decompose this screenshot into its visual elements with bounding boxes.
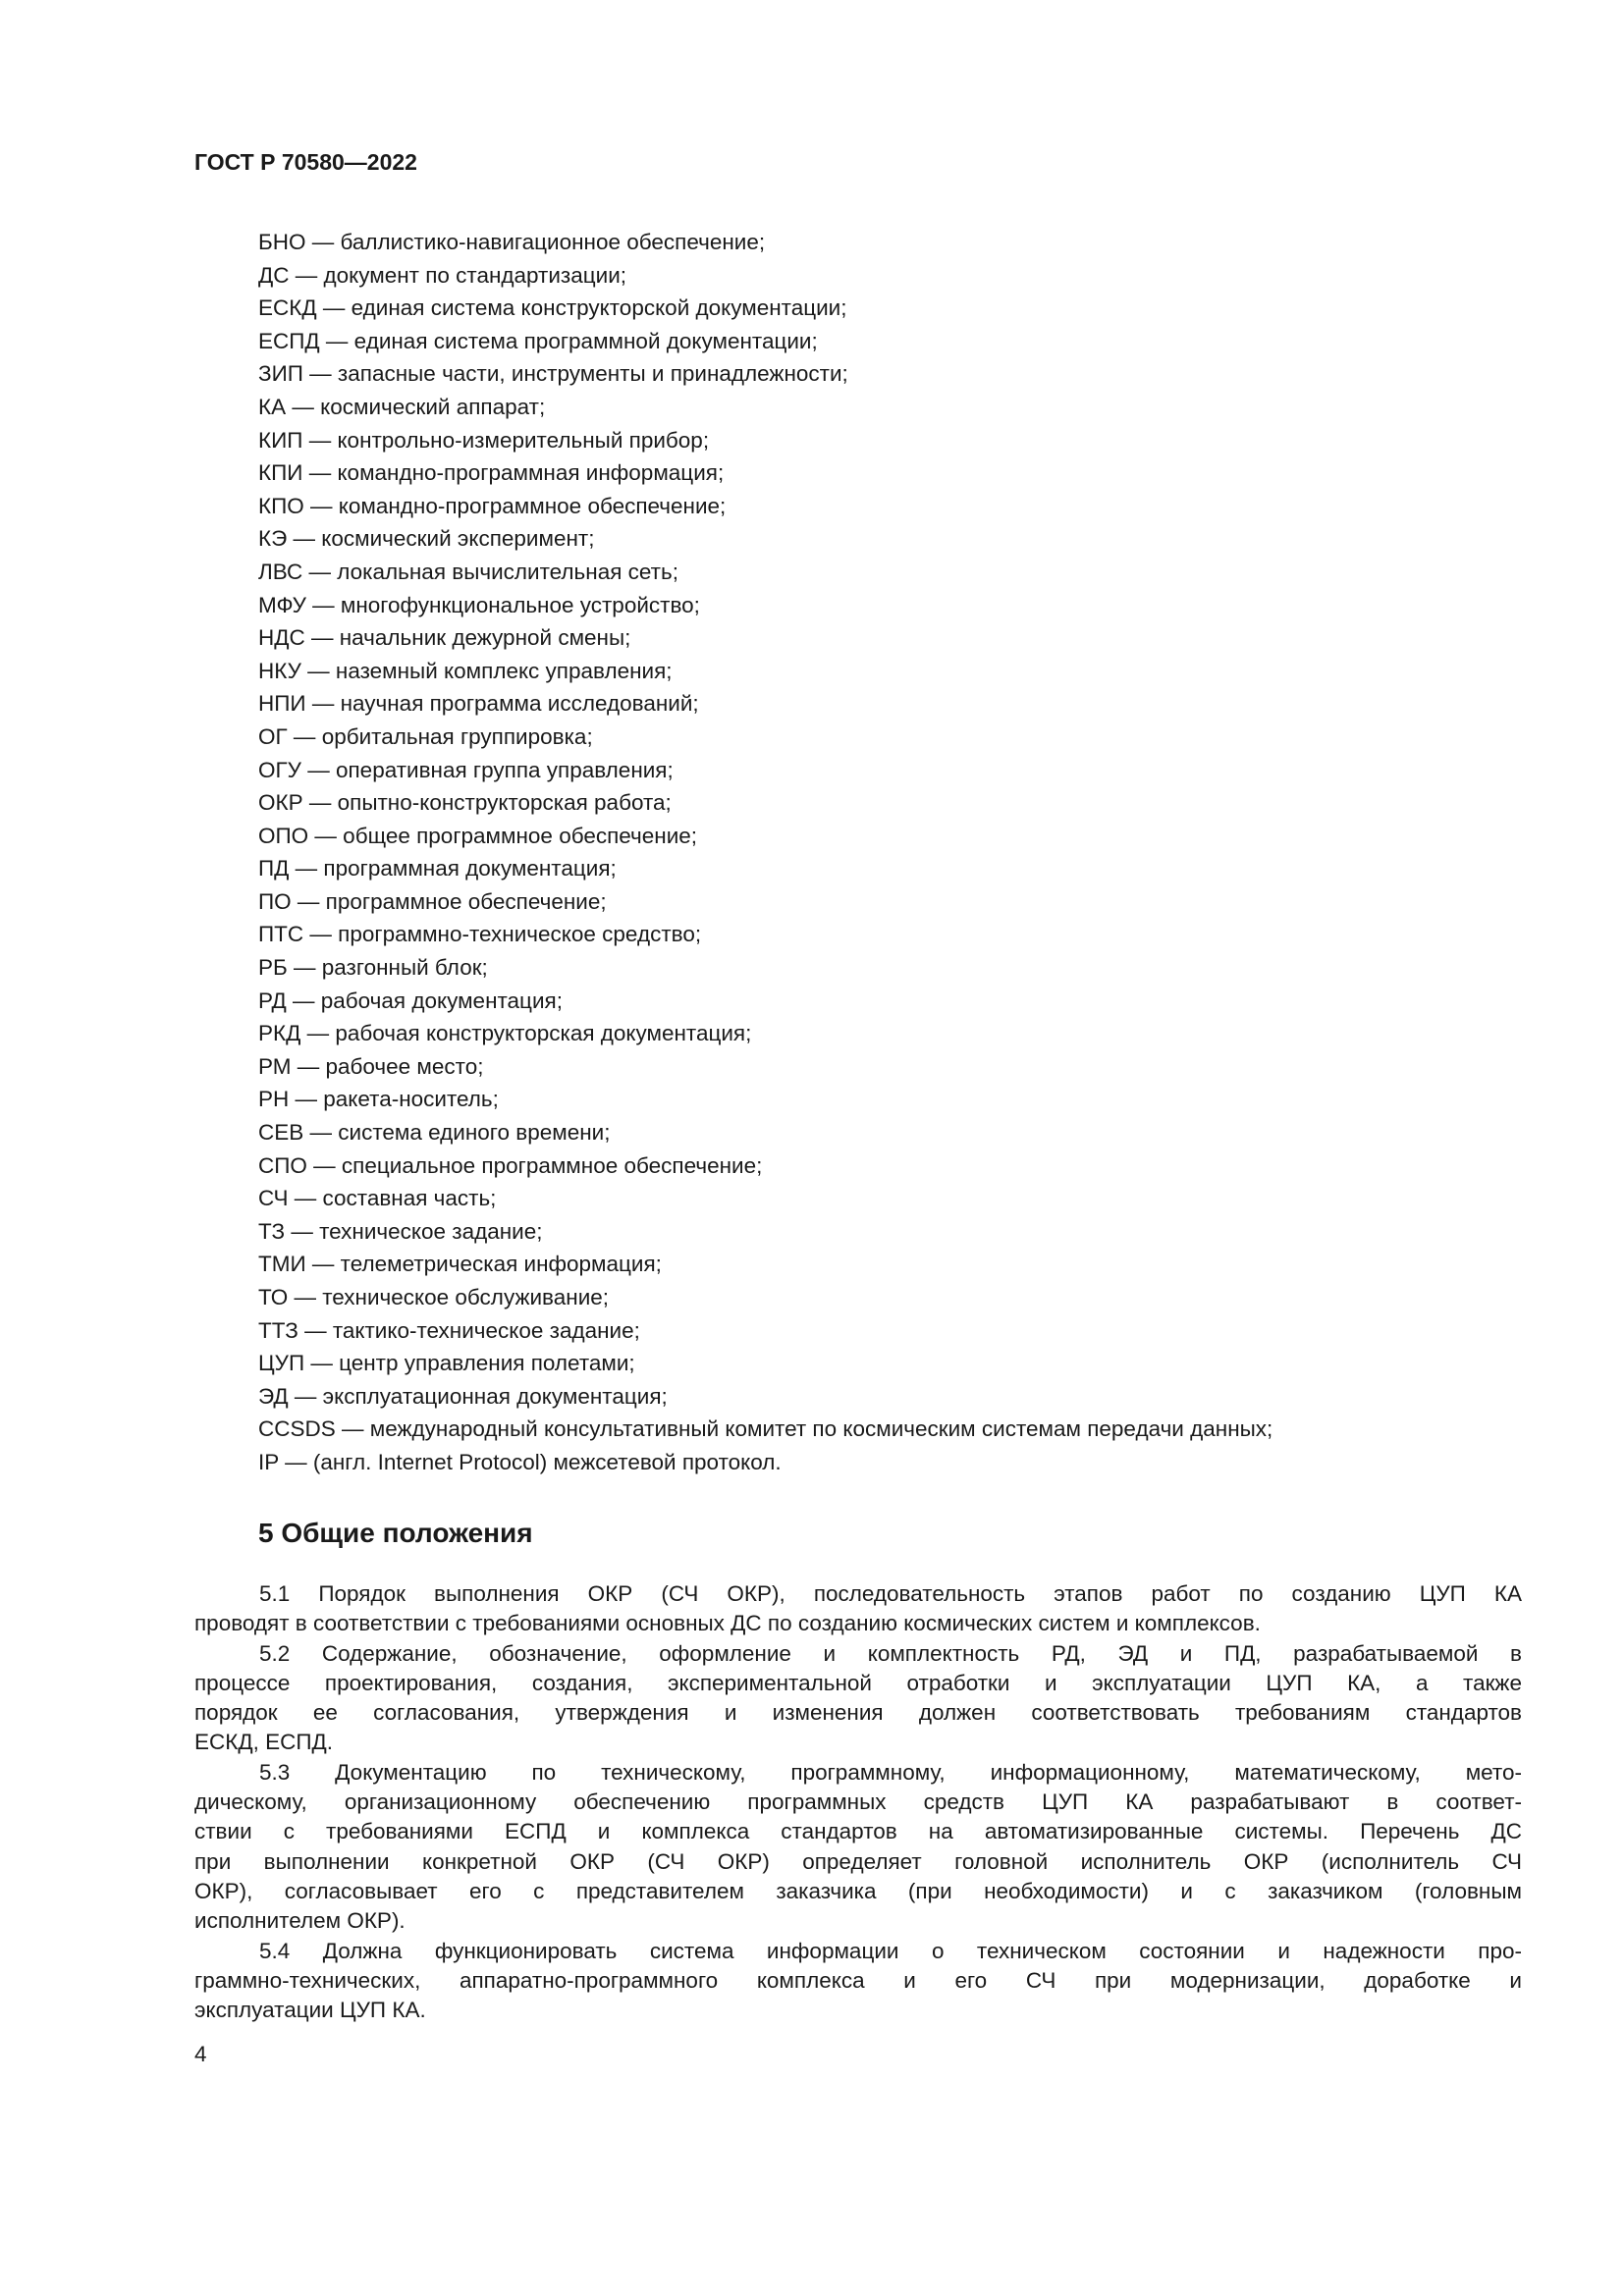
abbreviation-item: ОПО — общее программное обеспечение; [258, 823, 698, 848]
abbreviation-list [258, 226, 1272, 1479]
paragraph-line: 5.2 Содержание, обозначение, оформление и комплектность РД, ЭД и ПД, разрабатываемой в [259, 1640, 1522, 1666]
paragraph-line: 5.3 Документацию по техническому, программному, информационному, математическому, мето- [259, 1759, 1522, 1785]
abbreviation-item: НКУ — наземный комплекс управления; [258, 658, 673, 683]
abbreviation-item: НПИ — научная программа исследований; [258, 691, 699, 717]
abbreviation-item: РД — рабочая документация; [258, 988, 563, 1013]
abbreviation-item: МФУ — многофункциональное устройство; [258, 592, 700, 617]
abbreviation-item: ЗИП — запасные части, инструменты и принадлежности; [258, 361, 848, 387]
paragraph-line: проводят в соответствии с требованиями основных ДС по созданию космических систем и комплексов. [194, 1611, 1261, 1636]
paragraph-line: эксплуатации ЦУП КА. [194, 1998, 426, 2023]
paragraph-line: ствии с требованиями ЕСПД и комплекса стандартов на автоматизированные системы. Перечень ДС [194, 1819, 1522, 1844]
abbreviation-item: РН — ракета-носитель; [258, 1087, 499, 1112]
abbreviation-item: БНО — баллистико-навигационное обеспечение; [258, 230, 766, 254]
abbreviation-item: ПТС — программно-техническое средство; [258, 922, 702, 947]
paragraph [194, 1937, 1522, 2026]
abbreviation-item: ТЗ — техническое задание; [258, 1218, 543, 1244]
abbreviation-item: ОГУ — оперативная группа управления; [258, 757, 674, 782]
abbreviation-item: КИП — контрольно-измерительный прибор; [258, 427, 710, 453]
document-header: ГОСТ Р 70580—2022 [194, 149, 417, 175]
paragraph-line: граммно-технических, аппаратно-программного комплекса и его СЧ при модернизации, доработке и [194, 1967, 1522, 1993]
abbreviation-item: КЭ — космический эксперимент; [258, 526, 595, 552]
abbreviation-item: ЦУП — центр управления полетами; [258, 1351, 635, 1376]
abbreviation-item: ТО — техническое обслуживание; [258, 1285, 610, 1309]
abbreviation-item: ПД — программная документация; [258, 856, 617, 881]
abbreviation-item: ЛВС — локальная вычислительная сеть; [258, 559, 678, 584]
abbreviation-item: РКД — рабочая конструкторская документация; [258, 1021, 752, 1046]
abbreviation-item: ОГ — орбитальная группировка; [258, 723, 593, 749]
paragraph [194, 1579, 1522, 1639]
paragraph [194, 1758, 1522, 1937]
abbreviation-item: ОКР — опытно-конструкторская работа; [258, 790, 672, 816]
paragraph-line: ОКР), согласовывает его с представителем заказчика (при необходимости) и с заказчиком (головным [194, 1878, 1522, 1903]
abbreviation-item: ТТЗ — тактико-техническое задание; [258, 1317, 640, 1343]
section-heading: 5 Общие положения [258, 1518, 533, 1548]
abbreviation-item: СПО — специальное программное обеспечение; [258, 1152, 763, 1178]
paragraph-line: процессе проектирования, создания, экспериментальной отработки и эксплуатации ЦУП КА, а также [194, 1670, 1522, 1695]
abbreviation-item: ПО — программное обеспечение; [258, 888, 607, 914]
abbreviation-item: РБ — разгонный блок; [258, 955, 488, 981]
abbreviation-item: ЕСКД — единая система конструкторской документации; [258, 295, 847, 321]
abbreviation-item: IP — (англ. Internet Protocol) межсетевой протокол. [258, 1449, 782, 1474]
abbreviation-item: СЕВ — система единого времени; [258, 1120, 611, 1146]
abbreviation-item: РМ — рабочее место; [258, 1053, 484, 1079]
abbreviation-item: ЕСПД — единая система программной документации; [258, 328, 818, 353]
abbreviation-item: НДС — начальник дежурной смены; [258, 625, 631, 651]
page-number: 4 [194, 2042, 207, 2066]
paragraph-line: 5.4 Должна функционировать система информации о техническом состоянии и надежности про- [259, 1938, 1522, 1963]
abbreviation-item: CCSDS — международный консультативный комитет по космическим системам передачи данных; [258, 1416, 1273, 1442]
abbreviation-item: КПО — командно-программное обеспечение; [258, 493, 727, 518]
section-body [194, 1579, 1522, 2025]
abbreviation-item: ТМИ — телеметрическая информация; [258, 1252, 662, 1277]
paragraph-line: исполнителем ОКР). [194, 1908, 406, 1934]
paragraph-line: при выполнении конкретной ОКР (СЧ ОКР) определяет головной исполнитель ОКР (исполнитель СЧ [194, 1848, 1522, 1874]
abbreviation-item: ДС — документ по стандартизации; [258, 262, 627, 288]
abbreviation-item: КПИ — командно-программная информация; [258, 460, 725, 486]
abbreviation-item: ЭД — эксплуатационная документация; [258, 1383, 668, 1409]
paragraph-line: порядок ее согласования, утверждения и изменения должен соответствовать требованиям стандартов [194, 1700, 1522, 1726]
paragraph-line: ЕСКД, ЕСПД. [194, 1730, 334, 1755]
paragraph-line: дическому, организационному обеспечению программных средств ЦУП КА разрабатывают в соответ- [194, 1789, 1522, 1815]
abbreviation-item: СЧ — составная часть; [258, 1186, 497, 1211]
paragraph-line: 5.1 Порядок выполнения ОКР (СЧ ОКР), последовательность этапов работ по созданию ЦУП КА [259, 1581, 1522, 1606]
paragraph [194, 1639, 1522, 1758]
abbreviation-item: КА — космический аппарат; [258, 394, 546, 419]
